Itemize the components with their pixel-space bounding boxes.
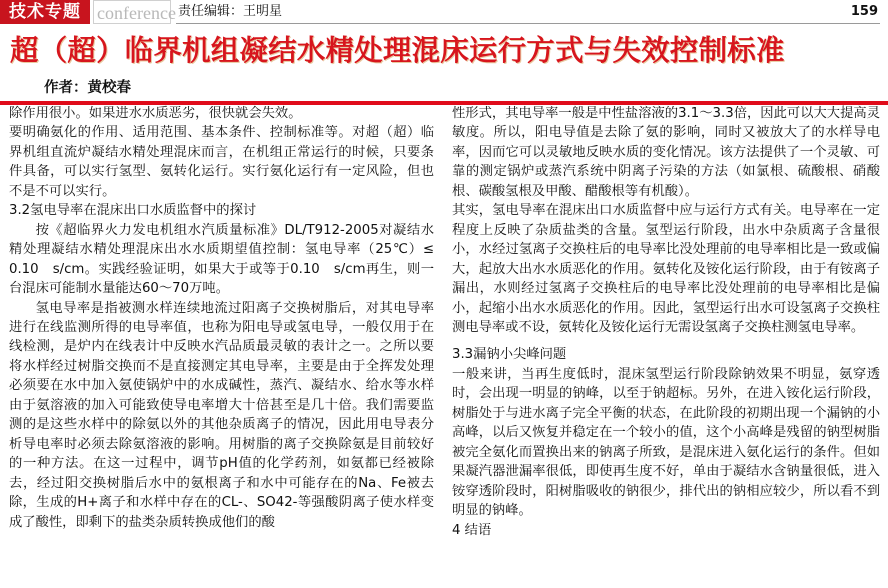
section-heading: 4 结语 bbox=[452, 522, 492, 538]
paragraph: 一般来讲，当再生度低时，混床氢型运行阶段除钠效果不明显，氨穿透时，会出现一明显的钠峰，以至于钠超标。另外，在进入铵化运行阶段，树脂处于与进水离子完全平衡的状态，在此阶段的初期出现一个漏钠的小高峰，以后又恢复并稳定在一个较小的值，这个小高峰是残留的钠型树脂被完全氨化而置换出来的钠离子所致，是混床进入氨化运行的条件。但如果凝汽器泄漏率很低，即使再生度不好，单由于凝结水含钠量很低，进入铵穿透阶段时，阳树脂吸收的钠很少，排代出的钠相应较少，所以看不到明显的钠峰。 bbox=[452, 366, 880, 519]
header-divider bbox=[176, 23, 880, 24]
section-tag: 技术专题 bbox=[0, 0, 90, 24]
page-number: 159 bbox=[850, 4, 878, 19]
editor-credit: 责任编辑：王明星 bbox=[178, 4, 283, 19]
article-author: 作者：黄校春 bbox=[44, 80, 131, 96]
paragraph: 要明确氨化的作用、适用范围、基本条件、控制标准等。对超（超）临界机组直流炉凝结水精处理混床而言，在机组正常运行的时候，只要条件具备，可以实行氢型、氨转化运行。实行氨化运行有一定风险，但也不是不可以实行。 bbox=[9, 125, 434, 199]
right-column bbox=[452, 104, 880, 540]
section-heading: 3.3漏钠小尖峰问题 bbox=[452, 347, 567, 363]
article-title: 超（超）临界机组凝结水精处理混床运行方式与失效控制标准 bbox=[10, 34, 785, 67]
paragraph: 性形式，其电导率一般是中性盐溶液的3.1～3.3倍，因此可以大大提高灵敏度。所以，阳电导值是去除了氨的影响，同时又被放大了的水样导电率，因而它可以灵敏地反映水质的变化情况。该方法提供了一个灵敏、可靠的测定锅炉或蒸汽系统中阴离子污染的方法（如氯根、硫酸根、硝酸根、碳酸氢根及甲酸、醋酸根等有机酸）。 bbox=[452, 106, 880, 199]
paragraph: 其实，氢电导率在混床出口水质监督中应与运行方式有关。电导率在一定程度上反映了杂质盐类的含量。氢型运行阶段，出水中杂质离子含量很小，水经过氢离子交换柱后的电导率比没处理前的电导率相比是一致或偏大，起放大出水水质恶化的作用。氨转化及铵化运行阶段，由于有铵离子漏出，水则经过氢离子交换柱后的电导率比没处理前的电导率相比是偏小，起缩小出水水质恶化的作用。因此，氢型运行出水可设氢离子交换柱测电导率或不设，氨转化及铵化运行无需设氢离子交换柱测氢电导率。 bbox=[452, 203, 880, 335]
paragraph: 除作用很小。如果进水水质恶劣，很快就会失效。 bbox=[9, 106, 302, 121]
page-header bbox=[0, 0, 888, 24]
paragraph: 氢电导率是指被测水样连续地流过阳离子交换树脂后，对其电导率进行在线监测所得的电导率值，也称为阳电导或氢电导，一般仅用于在线检测，是炉内在线表计中反映水汽品质最灵敏的表计之一。之所以要将水样经过树脂交换而不是直接测定其电导率，主要是由于全挥发处理必须要在水中加入氨使锅炉中的水成碱性，蒸汽、凝结水、给水等水样由于氨溶液的加入可能致使导电率增大十倍甚至是几十倍。我们需要监测的是这些水样中的除氨以外的其他杂质离子的情况，因此用电导表分析导电率时必须去除氨溶液的影响。用树脂的离子交换除氨是目前较好的一种方法。在这一过程中，调节pH值的化学药剂，如氨都已经被除去，经过阳交换树脂后水中的氨根离子和水中可能存在的Na、Fe被去除，生成的H+离子和水样中存在的CL-、SO42-等强酸阴离子使水样变成了酸性，即剩下的盐类杂质转换成他们的酸 bbox=[9, 300, 434, 530]
left-column bbox=[9, 104, 434, 532]
paragraph: 按《超临界火力发电机组水汽质量标准》DL/T912-2005对凝结水精处理凝结水精处理混床出水水质期望值控制：氢电导率（25℃）≤ 0.10 s/cm。实践经验证明，如果大于或等于0.10 s/cm再生，则一台混床可能制水量能达60～70万吨。 bbox=[9, 222, 434, 297]
conference-label: conference bbox=[93, 0, 171, 24]
section-heading: 3.2氢电导率在混床出口水质监督中的探讨 bbox=[9, 203, 257, 219]
